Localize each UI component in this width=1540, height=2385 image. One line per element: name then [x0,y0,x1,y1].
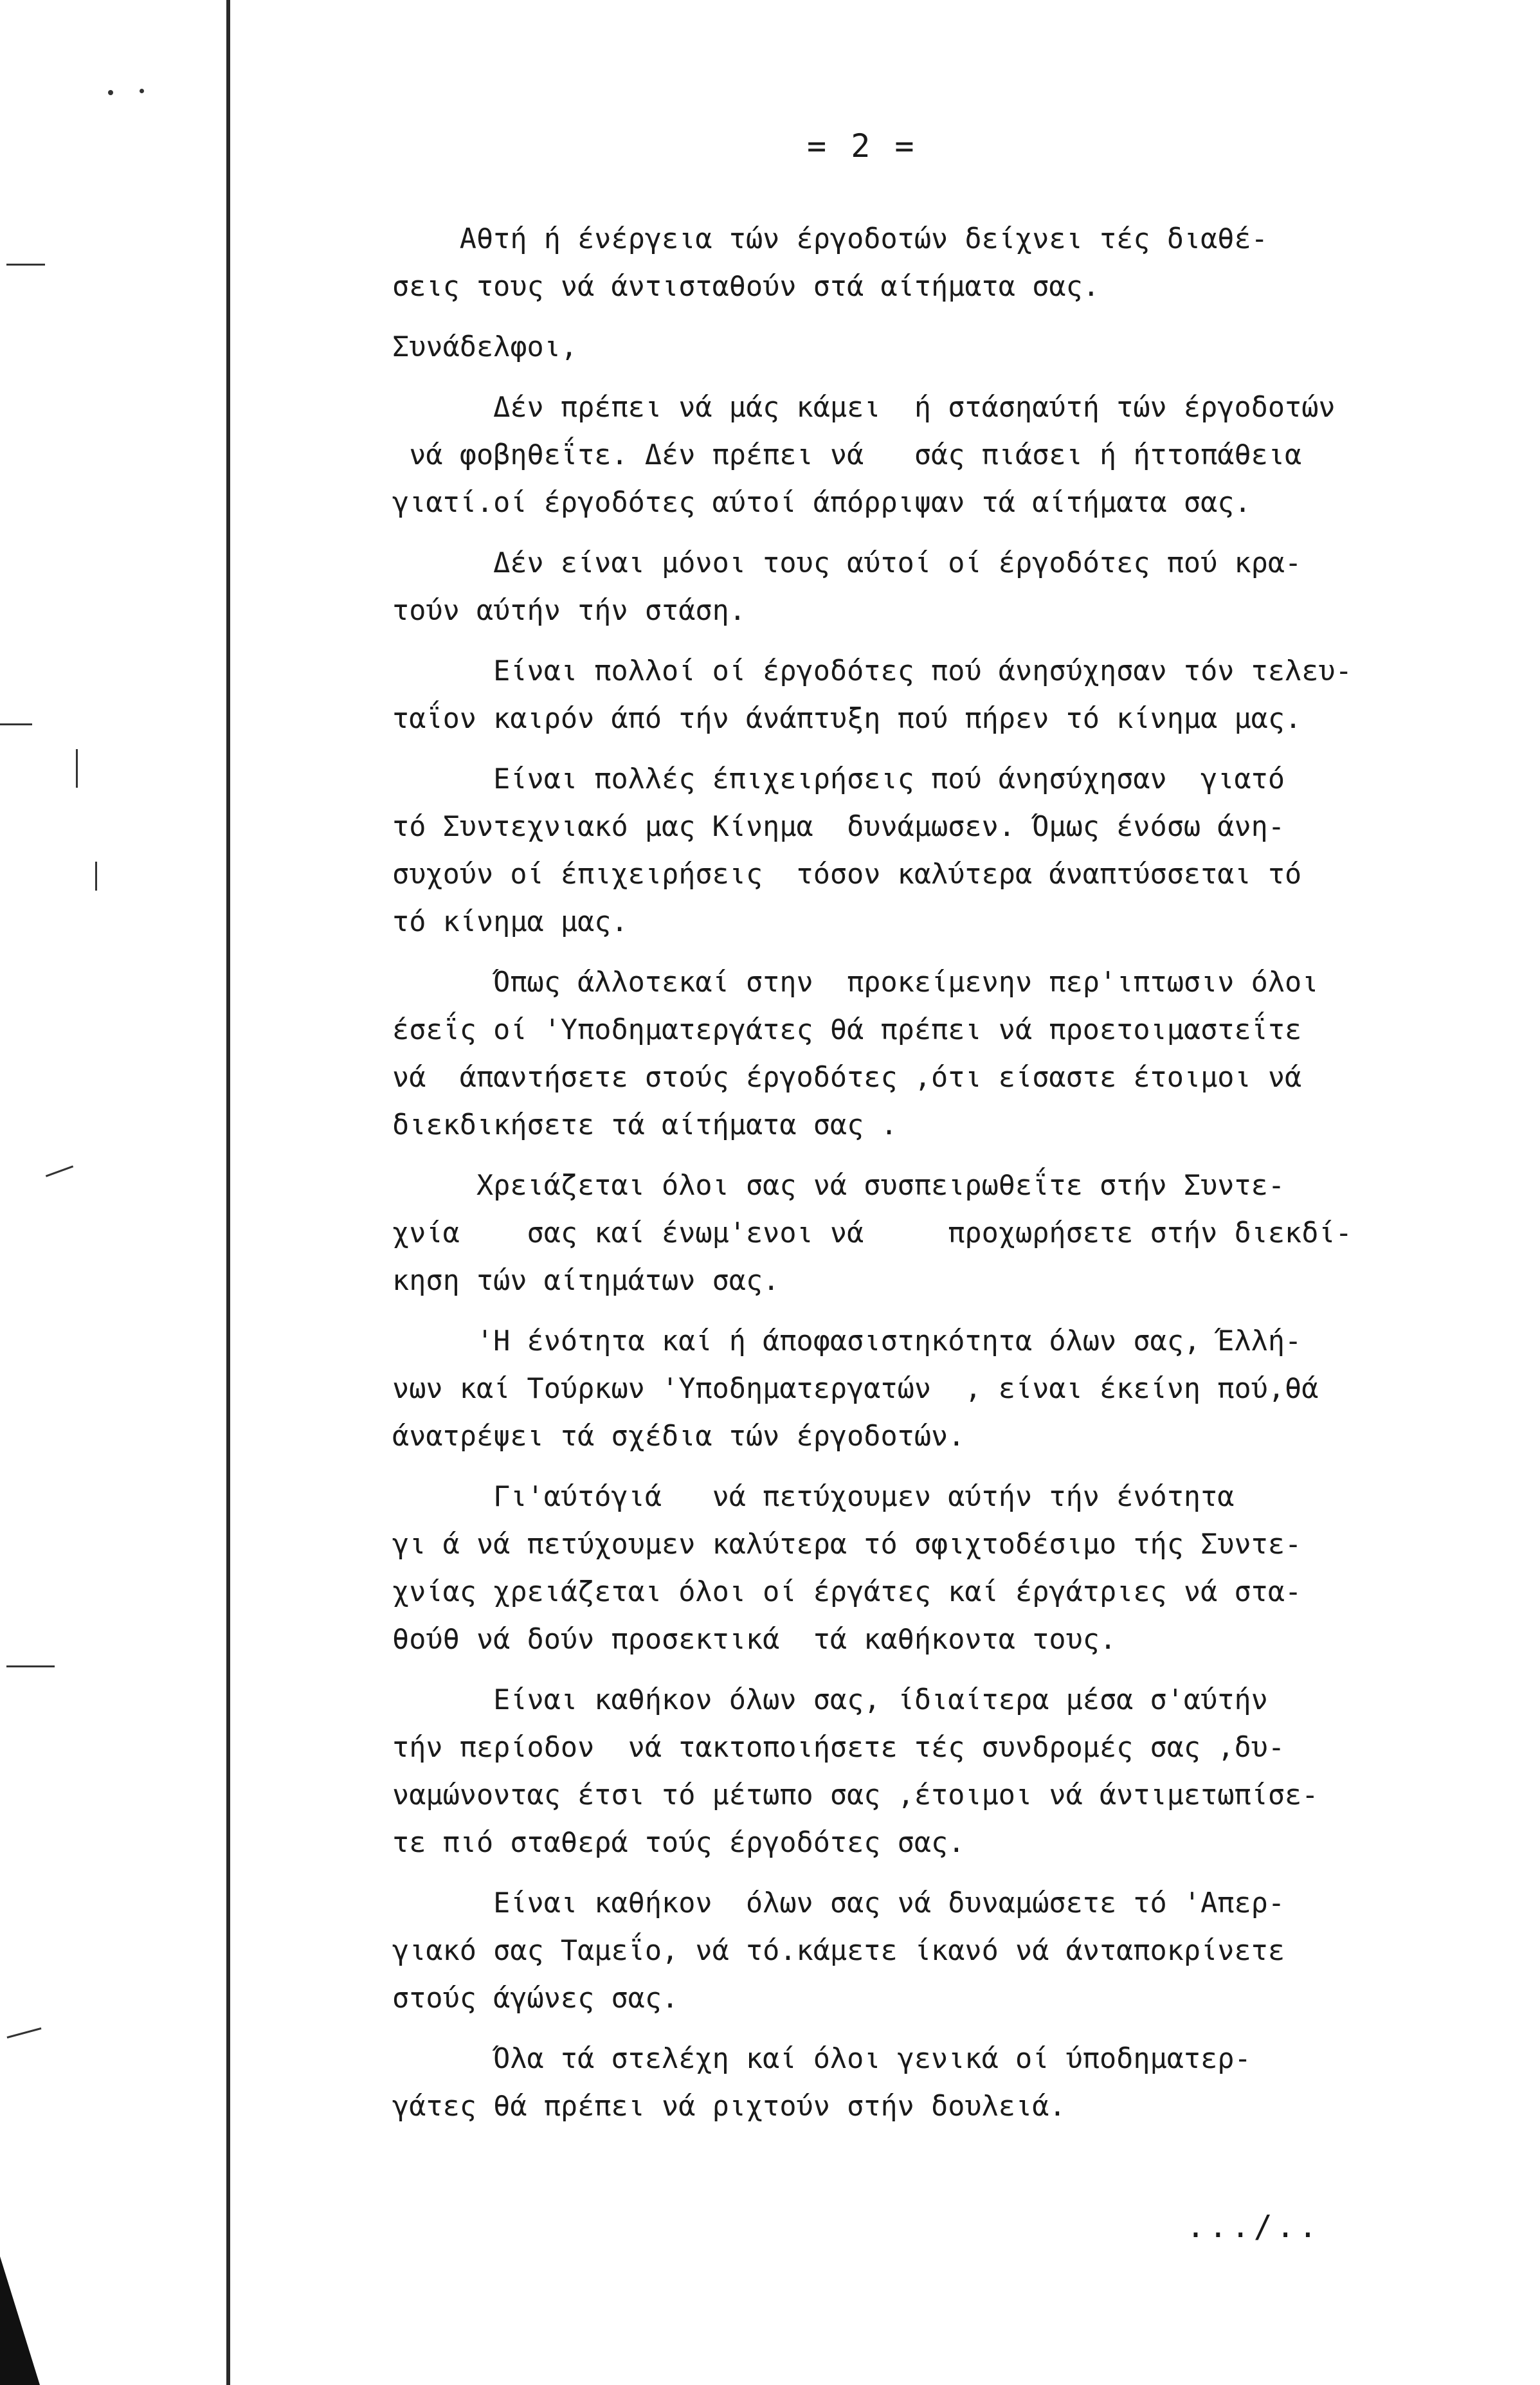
scan-mark [7,2027,42,2038]
text-line: Είναι πολλοί οί έργοδότες πού άνησύχησαν τόν τελευ- [392,655,1352,687]
text-line: ναμώνοντας έτσι τό μέτωπο σας ,έτοιμοι νά άντιμετωπίσε- [392,1779,1319,1811]
scan-speck [108,90,113,95]
text-line: Χρειάζεται όλοι σας νά συσπειρωθεΐτε στήν Συντε- [392,1170,1285,1202]
text-line: τε πιό σταθερά τούς έργοδότες σας. [392,1827,965,1859]
letter-body [392,215,1511,2130]
scan-mark [95,862,97,891]
text-line: ταΐον καιρόν άπό τήν άνάπτυξη πού πήρεν τό κίνημα μας. [392,703,1302,735]
text-line: Είναι καθήκον όλων σας νά δυναμώσετε τό 'Απερ- [392,1887,1285,1919]
paragraph-gap [392,2022,1511,2035]
text-line: γι ά νά πετύχουμεν καλύτερα τό σφιχτοδέσιμο τής Συντε- [392,1528,1302,1561]
scan-mark [46,1165,73,1177]
text-line: Είναι πολλές έπιχειρήσεις πού άνησύχησαν γιατό [392,763,1285,795]
paragraph-gap [392,527,1511,540]
scan-mark [76,749,78,788]
text-line: γάτες θά πρέπει νά ριχτούν στήν δουλειά. [392,2090,1066,2123]
text-line: τό κίνημα μας. [392,906,628,938]
text-line: γιακό σας Ταμεΐο, νά τό.κάμετε ίκανό νά άνταποκρίνετε [392,1935,1285,1967]
text-line: θούθ νά δούν προσεκτικά τά καθήκοντα τους. [392,1624,1117,1656]
text-line: κηση τών αίτημάτων σας. [392,1265,780,1297]
paragraph-gap [392,371,1511,384]
margin-rule [226,0,230,2385]
text-line: στούς άγώνες σας. [392,1982,679,2015]
text-line: Όλα τά στελέχη καί όλοι γενικά οί ύποδηματερ- [392,2043,1251,2075]
paragraph-gap [392,1305,1511,1318]
text-line: 'Η ένότητα καί ή άποφασιστηκότητα όλων σας, Έλλή- [392,1325,1302,1357]
text-line: Δέν πρέπει νά μάς κάμει ή στάσηαύτή τών έργοδοτών [392,392,1336,424]
text-line: νά άπαντήσετε στούς έργοδότες ,ότι είσαστε έτοιμοι νά [392,1062,1302,1094]
paragraph [392,1318,1511,1460]
text-line: Συνάδελφοι, [392,331,578,363]
paragraph [392,756,1511,946]
scan-mark [6,264,45,266]
page-number: = 2 = [807,127,917,165]
text-line: συχούν οί έπιχειρήσεις τόσον καλύτερα άναπτύσσεται τό [392,858,1302,891]
text-line: άνατρέψει τά σχέδια τών έργοδοτών. [392,1420,965,1453]
paragraph-gap [392,1460,1511,1473]
text-line: Γι'αύτόγιά νά πετύχουμεν αύτήν τήν ένότητα [392,1481,1235,1513]
paragraph [392,1880,1511,2022]
text-line: έσεΐς οί 'Υποδηματεργάτες θά πρέπει νά προετοιμαστεΐτε [392,1014,1302,1046]
text-line: Δέν είναι μόνοι τους αύτοί οί έργοδότες πού κρα- [392,547,1302,579]
paragraph-gap [392,743,1511,756]
paragraph [392,959,1511,1149]
text-line: τό Συντεχνιακό μας Κίνημα δυνάμωσεν. Όμως ένόσω άνη- [392,811,1285,843]
paragraph [392,323,1511,371]
paragraph-gap [392,1867,1511,1880]
paragraph-gap [392,311,1511,323]
paragraph [392,540,1511,635]
paragraph [392,1162,1511,1305]
scan-mark [0,723,32,725]
text-line: διεκδικήσετε τά αίτήματα σας . [392,1109,898,1141]
continuation-mark: .../.. [1186,2209,1321,2245]
paragraph [392,1676,1511,1867]
paragraph-gap [392,635,1511,648]
text-line: χνίας χρειάζεται όλοι οί έργάτες καί έργάτριες νά στα- [392,1576,1302,1608]
paragraph [392,648,1511,743]
text-line: χνία σας καί ένωμ'ενοι νά προχωρήσετε στήν διεκδί- [392,1217,1352,1249]
text-line: τήν περίοδον νά τακτοποιήσετε τές συνδρομές σας ,δυ- [392,1732,1285,1764]
text-line: Αθτή ή ένέργεια τών έργοδοτών δείχνει τές διαθέ- [392,223,1268,255]
text-line: Όπως άλλοτεκαί στην προκείμενην περ'ιπτωσιν όλοι [392,966,1319,999]
text-line: γιατί.οί έργοδότες αύτοί άπόρριψαν τά αίτήματα σας. [392,487,1251,519]
paragraph [392,215,1511,311]
paragraph-gap [392,1664,1511,1676]
text-line: νά φοβηθεΐτε. Δέν πρέπει νά σάς πιάσει ή ήττοπάθεια [392,439,1302,471]
text-line: νων καί Τούρκων 'Υποδηματεργατών , είναι έκείνη πού,θά [392,1373,1319,1405]
scan-speck [140,89,144,93]
paragraph [392,2035,1511,2130]
paragraph [392,384,1511,527]
paragraph-gap [392,1149,1511,1162]
scan-corner-shadow [0,2256,40,2385]
text-line: σεις τους νά άντισταθούν στά αίτήματα σας. [392,271,1100,303]
scan-mark [6,1665,55,1667]
text-line: τούν αύτήν τήν στάση. [392,595,746,627]
text-line: Είναι καθήκον όλων σας, ίδιαίτερα μέσα σ'αύτήν [392,1684,1268,1716]
paragraph-gap [392,946,1511,959]
paragraph [392,1473,1511,1664]
